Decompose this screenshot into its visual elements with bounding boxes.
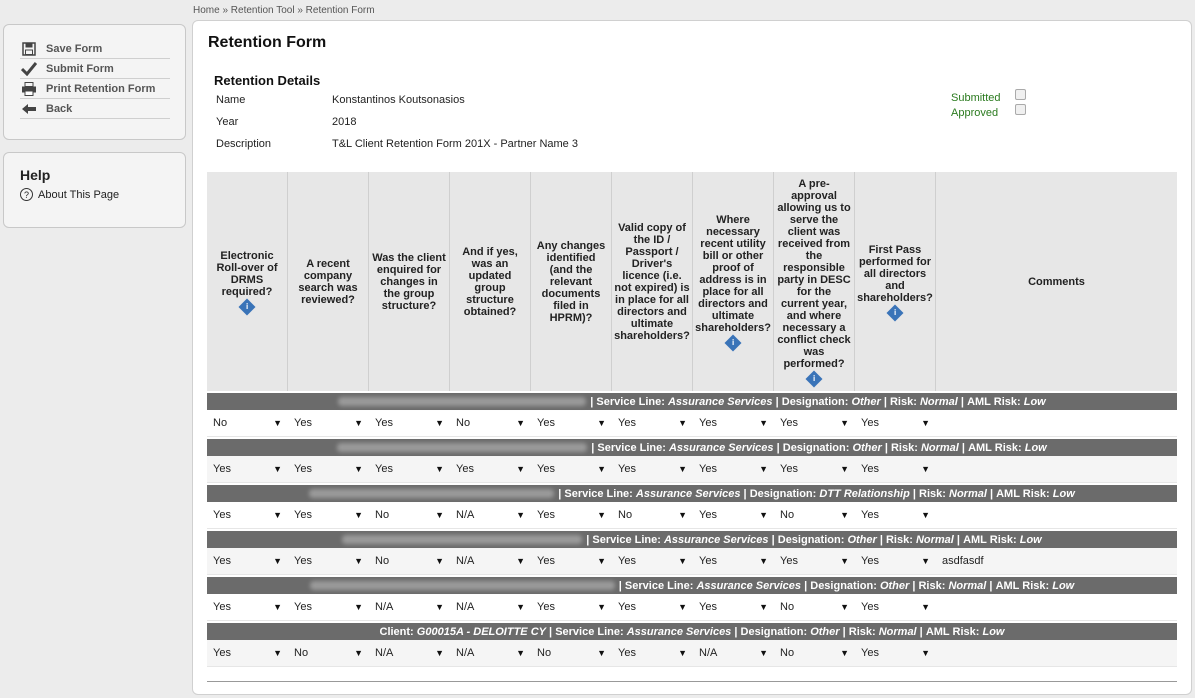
answer-value: Yes (780, 463, 798, 475)
dropdown-arrow-icon: ▼ (840, 602, 849, 612)
answer-value: Yes (456, 463, 474, 475)
answer-select[interactable] (531, 463, 612, 475)
dropdown-arrow-icon: ▼ (759, 648, 768, 658)
risk-label: Risk: (919, 487, 946, 500)
answer-value: Yes (375, 417, 393, 429)
answer-value: Yes (618, 601, 636, 613)
answer-select[interactable] (450, 601, 531, 613)
answer-value: No (294, 647, 309, 659)
answer-value: N/A (456, 647, 475, 659)
service-line-value: Assurance Services (668, 441, 774, 454)
answer-value: Yes (618, 463, 636, 475)
dropdown-arrow-icon: ▼ (516, 602, 525, 612)
dropdown-arrow-icon: ▼ (597, 602, 606, 612)
col-header-first-pass (855, 172, 936, 391)
name-value: Konstantinos Koutsonasios (332, 94, 465, 106)
print-retention-form-button[interactable] (20, 79, 170, 99)
answer-select[interactable] (855, 601, 936, 613)
dropdown-arrow-icon: ▼ (840, 556, 849, 566)
redacted-client (342, 535, 582, 544)
answer-select[interactable] (288, 601, 369, 613)
answer-value: Yes (213, 463, 231, 475)
answer-value: Yes (537, 509, 555, 521)
dropdown-arrow-icon: ▼ (273, 510, 282, 520)
answer-select[interactable] (693, 417, 774, 429)
service-line-value: Assurance Services (626, 625, 732, 638)
dropdown-arrow-icon: ▼ (840, 648, 849, 658)
service-line-label: Service Line: (564, 487, 633, 500)
about-this-page-link[interactable] (20, 188, 169, 201)
submit-form-button[interactable] (20, 59, 170, 79)
redacted-client (309, 489, 554, 498)
answer-value: No (537, 647, 552, 659)
dropdown-arrow-icon: ▼ (759, 556, 768, 566)
answer-value: N/A (456, 509, 475, 521)
answer-value: Yes (537, 463, 555, 475)
answer-select[interactable] (774, 509, 855, 521)
service-line-value: Assurance Services (635, 487, 741, 500)
answer-select[interactable] (774, 463, 855, 475)
dropdown-arrow-icon: ▼ (759, 510, 768, 520)
answer-value: Yes (213, 601, 231, 613)
table-row (207, 456, 1177, 483)
answer-value: Yes (213, 509, 231, 521)
dropdown-arrow-icon: ▼ (678, 418, 687, 428)
submitted-checkbox[interactable] (1015, 89, 1026, 100)
aml-risk-label: AML Risk: (995, 579, 1050, 592)
answer-select[interactable] (855, 463, 936, 475)
col-header-company-search-text: A recent company search was reviewed? (298, 257, 358, 306)
table-row (207, 640, 1177, 667)
page-title: Retention Form (208, 34, 327, 51)
dropdown-arrow-icon: ▼ (759, 464, 768, 474)
col-header-utility-bill (693, 172, 774, 391)
answer-select[interactable] (288, 417, 369, 429)
back-label: Back (46, 102, 73, 115)
dropdown-arrow-icon: ▼ (516, 418, 525, 428)
answer-value: Yes (699, 417, 717, 429)
answer-select[interactable] (855, 647, 936, 659)
service-line-value: Assurance Services (667, 395, 773, 408)
dropdown-arrow-icon: ▼ (921, 510, 930, 520)
dropdown-arrow-icon: ▼ (273, 418, 282, 428)
name-label: Name (216, 94, 246, 106)
dropdown-arrow-icon: ▼ (354, 648, 363, 658)
answer-value: Yes (861, 555, 879, 567)
col-header-changes-identified (531, 172, 612, 391)
dropdown-arrow-icon: ▼ (921, 602, 930, 612)
aml-risk-label: AML Risk: (968, 441, 1022, 454)
answer-select[interactable] (531, 601, 612, 613)
col-header-comments-text: Comments (1028, 275, 1085, 288)
answer-value: Yes (618, 647, 636, 659)
dropdown-arrow-icon: ▼ (516, 464, 525, 474)
answer-value: No (780, 509, 795, 521)
answer-select[interactable] (207, 417, 288, 429)
answer-value: No (456, 417, 471, 429)
answer-select[interactable] (288, 509, 369, 521)
dropdown-arrow-icon: ▼ (840, 464, 849, 474)
answer-value: No (780, 647, 795, 659)
aml-risk-value: Low (1052, 487, 1075, 500)
answer-value: Yes (699, 601, 717, 613)
col-header-company-search (288, 172, 369, 391)
info-icon[interactable]: i (725, 335, 742, 352)
client-info-bar: | Service Line: Assurance Services | Designation: Other | Risk: Normal | AML Risk: Low (207, 577, 1177, 594)
col-header-group-structure-text: Was the client enquired for changes in the group structure? (372, 251, 446, 312)
dropdown-arrow-icon: ▼ (435, 510, 444, 520)
designation-value: Other (852, 441, 882, 454)
submit-form-label: Submit Form (46, 62, 114, 75)
answer-select[interactable] (369, 647, 450, 659)
help-panel (3, 152, 186, 228)
info-icon[interactable]: i (887, 305, 904, 322)
aml-risk-value: Low (1052, 579, 1075, 592)
save-form-label: Save Form (46, 42, 103, 55)
comment-field[interactable]: asdfasdf (942, 555, 984, 567)
answer-value: Yes (294, 555, 312, 567)
answer-value: No (375, 555, 390, 567)
answer-value: N/A (375, 647, 394, 659)
answer-value: Yes (294, 601, 312, 613)
answer-select[interactable] (207, 509, 288, 521)
designation-value: Other (847, 533, 877, 546)
about-this-page-label: About This Page (38, 188, 120, 201)
dropdown-arrow-icon: ▼ (921, 464, 930, 474)
answer-value: Yes (294, 417, 312, 429)
dropdown-arrow-icon: ▼ (354, 510, 363, 520)
dropdown-arrow-icon: ▼ (597, 464, 606, 474)
answer-select[interactable] (207, 601, 288, 613)
main-panel (192, 20, 1192, 695)
answer-value: Yes (213, 647, 231, 659)
answer-select[interactable] (693, 509, 774, 521)
answer-select[interactable] (612, 601, 693, 613)
client-info-bar: Client: G00015A - DELOITTE CY | Service Line: Assurance Services | Designation: Other | Risk: Normal | AML Risk: Low (207, 623, 1177, 640)
risk-value: Normal (948, 579, 987, 592)
answer-value: Yes (861, 463, 879, 475)
service-line-label: Service Line: (624, 579, 694, 592)
aml-risk-label: AML Risk: (996, 487, 1050, 500)
answer-value: Yes (861, 647, 879, 659)
designation-label: Designation: (749, 487, 817, 500)
description-label: Description (216, 138, 272, 150)
col-header-comments (936, 172, 1177, 391)
info-icon[interactable]: i (806, 371, 823, 388)
dropdown-arrow-icon: ▼ (516, 510, 525, 520)
save-form-button[interactable] (20, 39, 170, 59)
col-header-changes-identified-text: Any changes identified (and the relevant documents filed in HPRM)? (536, 239, 606, 324)
answer-select[interactable] (855, 417, 936, 429)
question-icon: ? (20, 188, 33, 201)
designation-label: Designation: (781, 395, 849, 408)
answer-select[interactable] (288, 555, 369, 567)
grid-header (207, 172, 1177, 391)
designation-label: Designation: (782, 441, 850, 454)
client-label: Client: (379, 625, 414, 638)
aml-risk-value: Low (1023, 395, 1046, 408)
service-line-label: Service Line: (597, 441, 666, 454)
designation-value: DTT Relationship (819, 487, 910, 500)
client-id: G00015A - DELOITTE CY (416, 625, 546, 638)
approved-label: Approved (951, 107, 999, 119)
col-header-first-pass-text: First Pass performed for all directors and shareholders? (857, 244, 933, 304)
dropdown-arrow-icon: ▼ (840, 510, 849, 520)
answer-select[interactable] (693, 555, 774, 567)
back-arrow-icon (20, 101, 38, 117)
answer-value: Yes (699, 463, 717, 475)
dropdown-arrow-icon: ▼ (759, 602, 768, 612)
dropdown-arrow-icon: ▼ (597, 648, 606, 658)
answer-select[interactable] (450, 647, 531, 659)
dropdown-arrow-icon: ▼ (354, 602, 363, 612)
submitted-label: Submitted (951, 92, 1001, 104)
grid-body (207, 393, 1177, 667)
dropdown-arrow-icon: ▼ (273, 556, 282, 566)
aml-risk-value: Low (1019, 533, 1042, 546)
answer-select[interactable] (531, 509, 612, 521)
dropdown-arrow-icon: ▼ (273, 602, 282, 612)
answer-value: No (375, 509, 390, 521)
dropdown-arrow-icon: ▼ (678, 556, 687, 566)
designation-label: Designation: (810, 579, 877, 592)
answer-value: N/A (456, 555, 475, 567)
risk-label: Risk: (889, 395, 917, 408)
answer-select[interactable] (774, 647, 855, 659)
dropdown-arrow-icon: ▼ (678, 602, 687, 612)
answer-value: No (780, 601, 795, 613)
risk-value: Normal (949, 487, 987, 500)
print-retention-form-label: Print Retention Form (46, 82, 156, 95)
answer-select[interactable] (369, 555, 450, 567)
answer-select[interactable] (531, 417, 612, 429)
dropdown-arrow-icon: ▼ (273, 648, 282, 658)
dropdown-arrow-icon: ▼ (921, 418, 930, 428)
answer-value: Yes (861, 509, 879, 521)
answer-value: N/A (375, 601, 394, 613)
service-line-label: Service Line: (596, 395, 665, 408)
answer-select[interactable] (612, 463, 693, 475)
aml-risk-label: AML Risk: (963, 533, 1017, 546)
aml-risk-label: AML Risk: (967, 395, 1021, 408)
service-line-value: Assurance Services (663, 533, 769, 546)
designation-label: Designation: (740, 625, 808, 638)
dropdown-arrow-icon: ▼ (354, 464, 363, 474)
risk-value: Normal (915, 533, 954, 546)
dropdown-arrow-icon: ▼ (354, 556, 363, 566)
answer-select[interactable] (612, 555, 693, 567)
answer-value: Yes (537, 601, 555, 613)
client-info-bar: | Service Line: Assurance Services | Designation: Other | Risk: Normal | AML Risk: Low (207, 531, 1177, 548)
service-line-value: Assurance Services (696, 579, 802, 592)
answer-value: N/A (456, 601, 475, 613)
answer-select[interactable] (450, 417, 531, 429)
answer-select[interactable] (207, 647, 288, 659)
redacted-client (337, 443, 587, 452)
back-button[interactable] (20, 99, 170, 119)
risk-value: Normal (919, 395, 958, 408)
table-row (207, 502, 1177, 529)
answer-value: No (618, 509, 633, 521)
dropdown-arrow-icon: ▼ (435, 556, 444, 566)
answer-value: Yes (618, 555, 636, 567)
save-icon (20, 41, 38, 57)
dropdown-arrow-icon: ▼ (678, 464, 687, 474)
dropdown-arrow-icon: ▼ (921, 556, 930, 566)
answer-select[interactable] (693, 647, 774, 659)
answer-select[interactable] (450, 463, 531, 475)
answer-select[interactable] (288, 463, 369, 475)
answer-value: Yes (294, 509, 312, 521)
dropdown-arrow-icon: ▼ (435, 648, 444, 658)
answer-select[interactable] (693, 601, 774, 613)
print-icon (20, 81, 38, 97)
answer-select[interactable] (531, 555, 612, 567)
answer-value: N/A (699, 647, 718, 659)
designation-value: Other (810, 625, 840, 638)
col-header-pre-approval-text: A pre-approval allowing us to serve the client was received from the responsible party in DESC for the current year, and where necessary a conflict check was performed? (777, 178, 851, 370)
col-header-group-structure (369, 172, 450, 391)
answer-select[interactable] (693, 463, 774, 475)
dropdown-arrow-icon: ▼ (678, 510, 687, 520)
risk-label: Risk: (885, 533, 913, 546)
breadcrumb[interactable]: Home » Retention Tool » Retention Form (193, 5, 375, 16)
dropdown-arrow-icon: ▼ (516, 648, 525, 658)
redacted-client (310, 581, 615, 590)
answer-value: Yes (618, 417, 636, 429)
dropdown-arrow-icon: ▼ (354, 418, 363, 428)
col-header-pre-approval (774, 172, 855, 391)
designation-value: Other (879, 579, 910, 592)
answer-select[interactable] (612, 509, 693, 521)
info-icon[interactable]: i (239, 299, 256, 316)
details-title: Retention Details (214, 73, 321, 88)
year-value: 2018 (332, 116, 357, 128)
dropdown-arrow-icon: ▼ (597, 418, 606, 428)
service-line-label: Service Line: (555, 625, 624, 638)
retention-grid (207, 172, 1177, 667)
aml-risk-label: AML Risk: (925, 625, 980, 638)
answer-value: Yes (375, 463, 393, 475)
answer-value: Yes (780, 417, 798, 429)
dropdown-arrow-icon: ▼ (921, 648, 930, 658)
answer-select[interactable] (369, 601, 450, 613)
answer-select[interactable] (612, 647, 693, 659)
answer-select[interactable] (612, 417, 693, 429)
dropdown-arrow-icon: ▼ (435, 602, 444, 612)
answer-select[interactable] (207, 463, 288, 475)
answer-select[interactable] (774, 555, 855, 567)
approved-checkbox[interactable] (1015, 104, 1026, 115)
designation-value: Other (851, 395, 881, 408)
dropdown-arrow-icon: ▼ (678, 648, 687, 658)
dropdown-arrow-icon: ▼ (435, 418, 444, 428)
answer-select[interactable] (774, 601, 855, 613)
answer-select[interactable] (450, 555, 531, 567)
year-label: Year (216, 116, 239, 128)
answer-select[interactable] (207, 555, 288, 567)
col-header-updated-structure (450, 172, 531, 391)
risk-label: Risk: (890, 441, 918, 454)
dropdown-arrow-icon: ▼ (597, 556, 606, 566)
answer-value: Yes (861, 601, 879, 613)
answer-value: Yes (213, 555, 231, 567)
client-info-bar: | Service Line: Assurance Services | Designation: Other | Risk: Normal | AML Risk: Low (207, 393, 1177, 410)
answer-value: Yes (780, 555, 798, 567)
aml-risk-value: Low (982, 625, 1005, 638)
answer-value: Yes (537, 555, 555, 567)
table-row (207, 410, 1177, 437)
answer-select[interactable] (450, 509, 531, 521)
answer-value: Yes (699, 509, 717, 521)
table-row (207, 594, 1177, 621)
dropdown-arrow-icon: ▼ (840, 418, 849, 428)
answer-select[interactable] (855, 509, 936, 521)
redacted-client (338, 397, 586, 406)
designation-label: Designation: (777, 533, 845, 546)
col-header-drms-text: Electronic Roll-over of DRMS required? (216, 250, 278, 298)
answer-select[interactable] (369, 463, 450, 475)
answer-value: No (213, 417, 228, 429)
col-header-drms (207, 172, 288, 391)
answer-select[interactable] (531, 647, 612, 659)
answer-select[interactable] (288, 647, 369, 659)
answer-select[interactable] (369, 509, 450, 521)
answer-select[interactable] (369, 417, 450, 429)
col-header-utility-bill-text: Where necessary recent utility bill or other proof of address is in place for all directors and ultimate shareholders? (695, 214, 771, 334)
help-title: Help (20, 167, 51, 183)
risk-label: Risk: (918, 579, 946, 592)
answer-value: Yes (294, 463, 312, 475)
actions-panel (3, 24, 186, 140)
bottom-divider (207, 681, 1177, 682)
answer-value: Yes (861, 417, 879, 429)
risk-value: Normal (920, 441, 959, 454)
dropdown-arrow-icon: ▼ (435, 464, 444, 474)
answer-select[interactable] (855, 555, 936, 567)
risk-label: Risk: (848, 625, 876, 638)
check-icon (20, 61, 38, 77)
dropdown-arrow-icon: ▼ (759, 418, 768, 428)
answer-select[interactable] (774, 417, 855, 429)
col-header-valid-id-text: Valid copy of the ID / Passport / Driver's licence (i.e. not expired) is in place for all directors and ultimate shareholders? (614, 221, 690, 342)
risk-value: Normal (878, 625, 917, 638)
description-value: T&L Client Retention Form 201X - Partner Name 3 (332, 138, 578, 150)
dropdown-arrow-icon: ▼ (516, 556, 525, 566)
answer-value: Yes (537, 417, 555, 429)
client-info-bar: | Service Line: Assurance Services | Designation: Other | Risk: Normal | AML Risk: Low (207, 439, 1177, 456)
service-line-label: Service Line: (592, 533, 661, 546)
table-row (207, 548, 1177, 575)
aml-risk-value: Low (1024, 441, 1047, 454)
answer-value: Yes (699, 555, 717, 567)
col-header-updated-structure-text: And if yes, was an updated group structure obtained? (462, 245, 518, 318)
col-header-valid-id (612, 172, 693, 391)
dropdown-arrow-icon: ▼ (597, 510, 606, 520)
client-info-bar: | Service Line: Assurance Services | Designation: DTT Relationship | Risk: Normal | AML Risk: Low (207, 485, 1177, 502)
dropdown-arrow-icon: ▼ (273, 464, 282, 474)
